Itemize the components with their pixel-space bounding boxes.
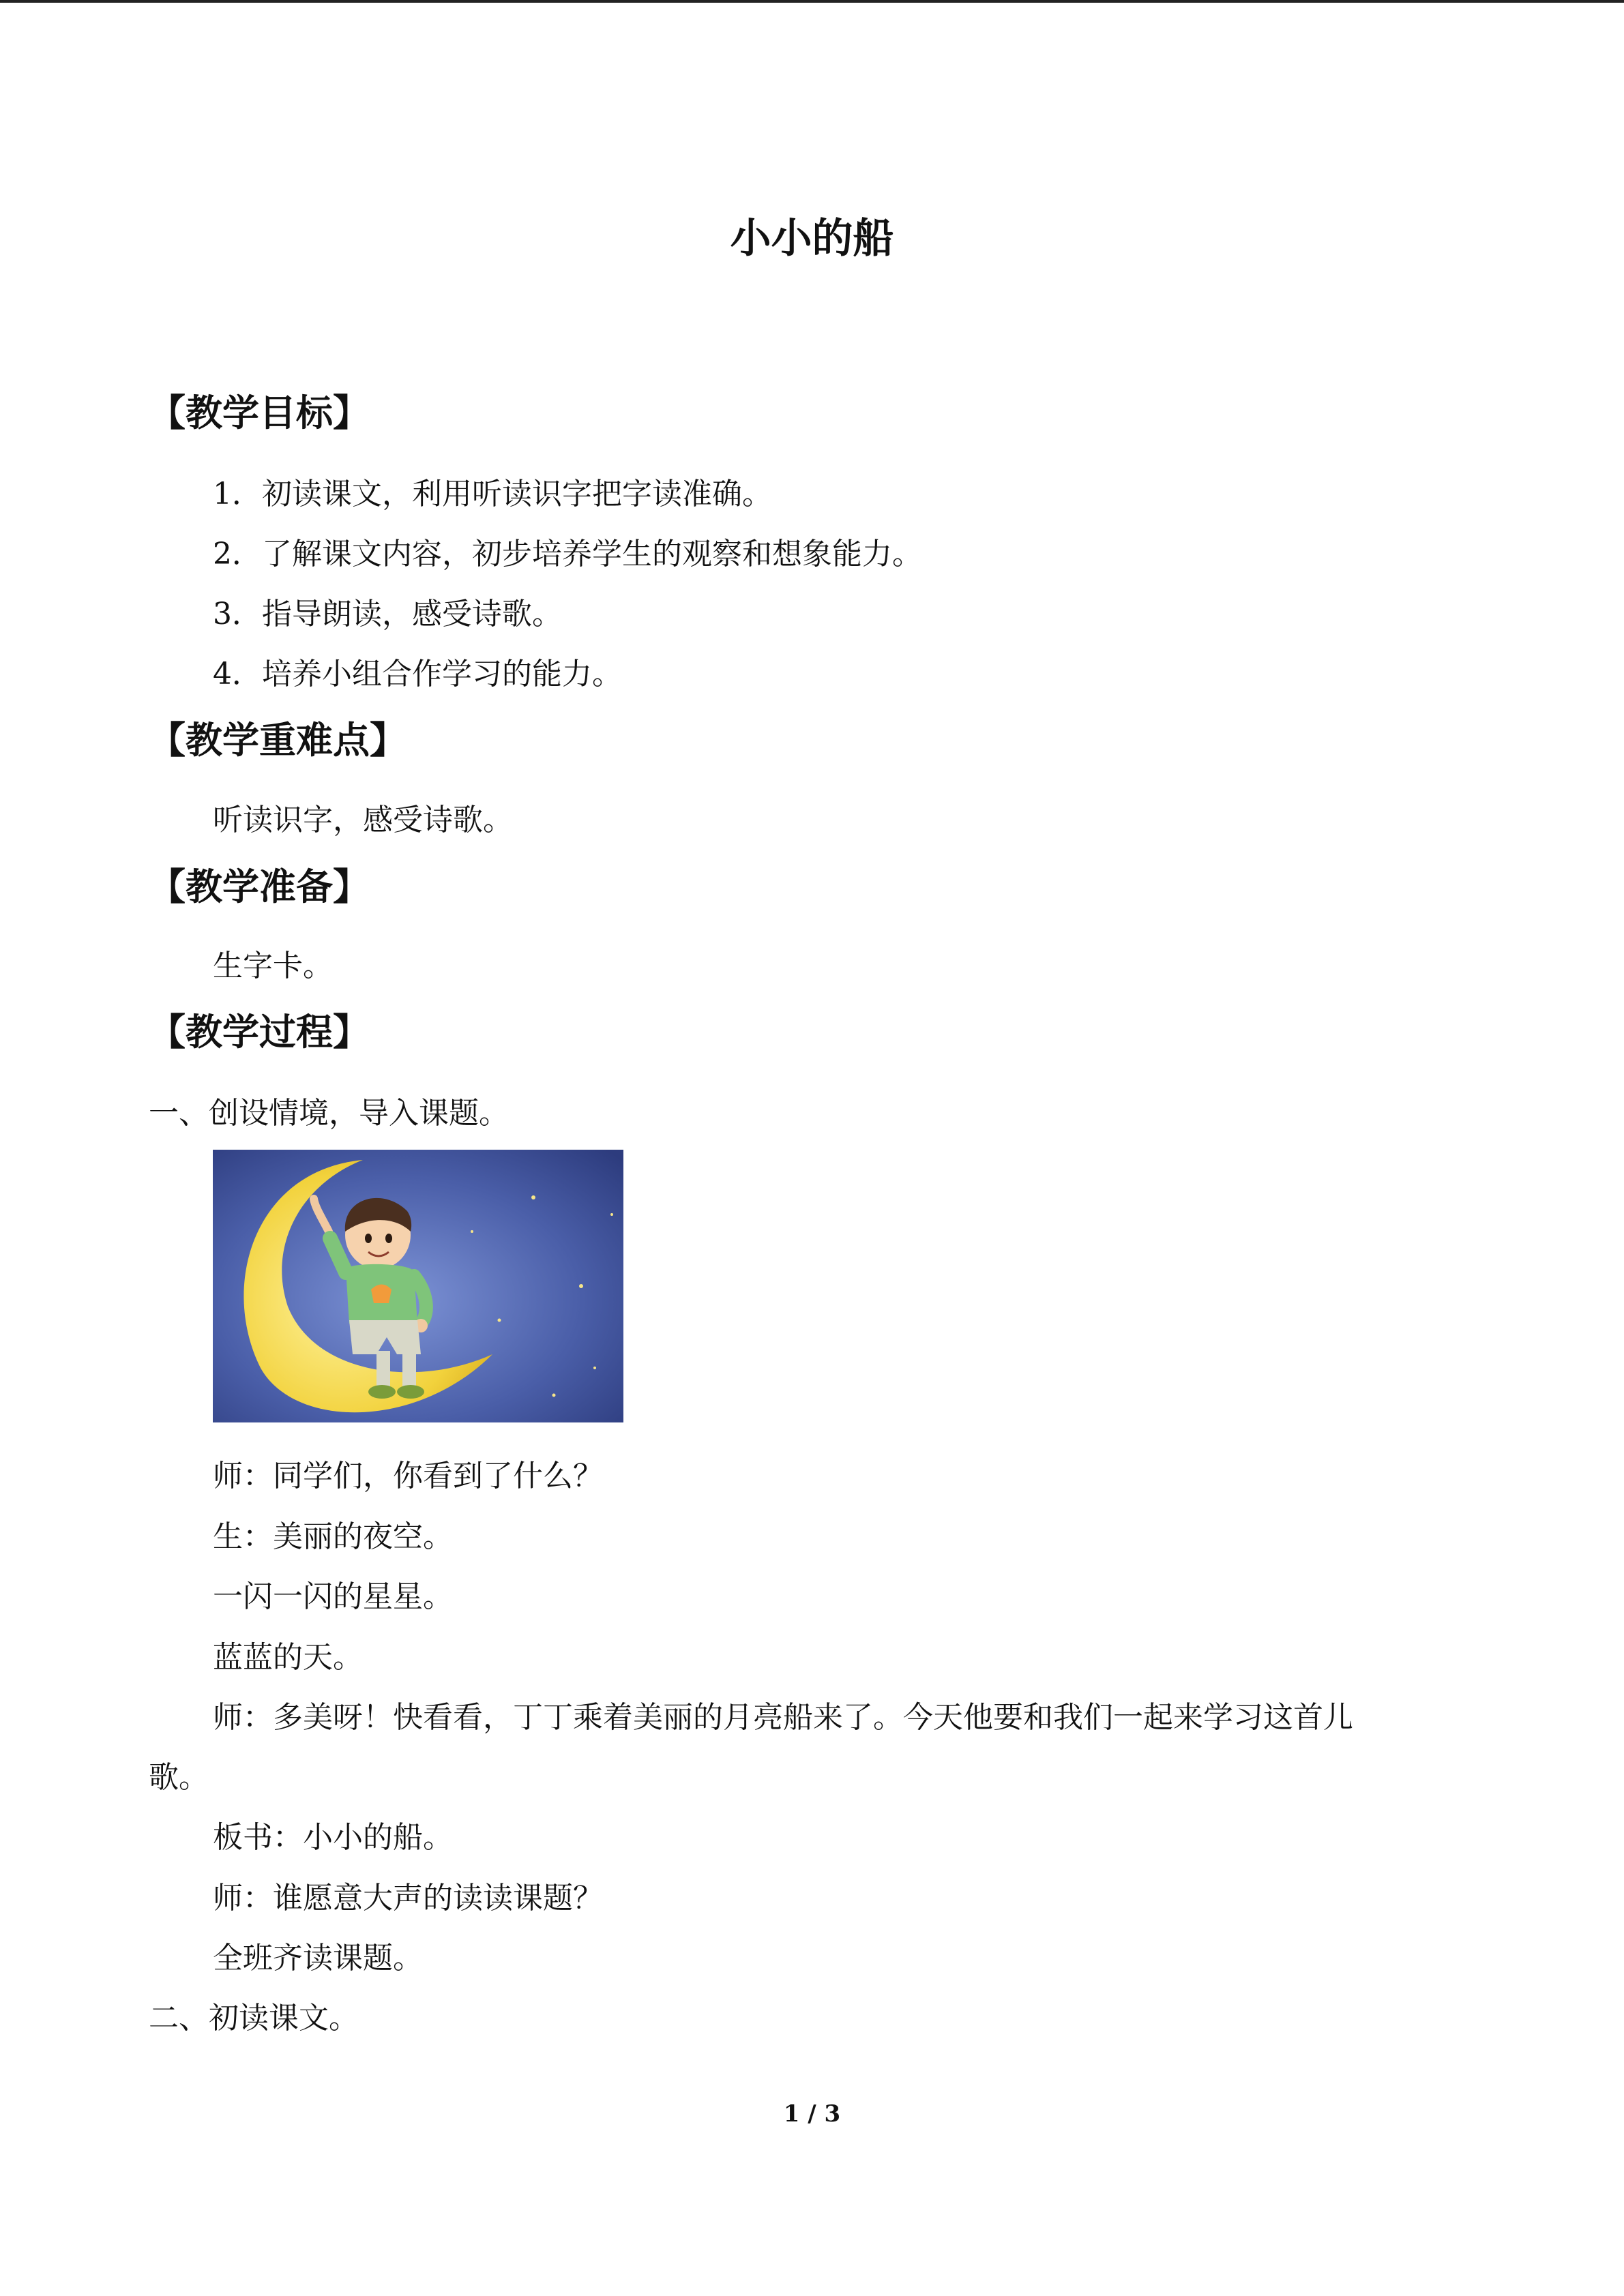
process-step-2-title: 二、初读课文。 — [149, 2001, 359, 2036]
dialogue-line-5-continued: 歌。 — [149, 1760, 209, 1795]
page-number: 1 / 3 — [783, 2100, 841, 2128]
heading-key-points: 【教学重难点】 — [149, 718, 407, 762]
key-points-text: 听读识字，感受诗歌。 — [213, 803, 513, 837]
dialogue-line-6: 板书：小小的船。 — [213, 1820, 453, 1855]
page-title: 小小的船 — [730, 215, 894, 263]
dialogue-line-8: 全班齐读课题。 — [213, 1941, 423, 1976]
dialogue-line-2: 生：美丽的夜空。 — [213, 1519, 453, 1554]
objective-item-2: 2．了解课文内容，初步培养学生的观察和想象能力。 — [213, 537, 922, 571]
objective-item-4: 4．培养小组合作学习的能力。 — [213, 657, 622, 691]
dialogue-line-5: 师：多美呀！快看看，丁丁乘着美丽的月亮船来了。今天他要和我们一起来学习这首儿 — [213, 1700, 1353, 1735]
heading-preparation: 【教学准备】 — [149, 865, 370, 908]
objective-item-3: 3．指导朗读，感受诗歌。 — [213, 597, 562, 631]
heading-process: 【教学过程】 — [149, 1010, 370, 1054]
dialogue-line-7: 师：谁愿意大声的读读课题？ — [213, 1881, 603, 1915]
process-step-1-title: 一、创设情境，导入课题。 — [149, 1096, 509, 1131]
page-top-border — [0, 0, 1624, 3]
dialogue-line-1: 师：同学们，你看到了什么？ — [213, 1459, 603, 1493]
boy-on-crescent-moon-illustration — [213, 1150, 623, 1422]
dialogue-line-3: 一闪一闪的星星。 — [213, 1579, 453, 1614]
dialogue-line-4: 蓝蓝的天。 — [213, 1640, 363, 1675]
objective-item-1: 1．初读课文，利用听读识字把字读准确。 — [213, 477, 772, 511]
heading-objectives: 【教学目标】 — [149, 391, 370, 434]
preparation-text: 生字卡。 — [213, 949, 333, 983]
